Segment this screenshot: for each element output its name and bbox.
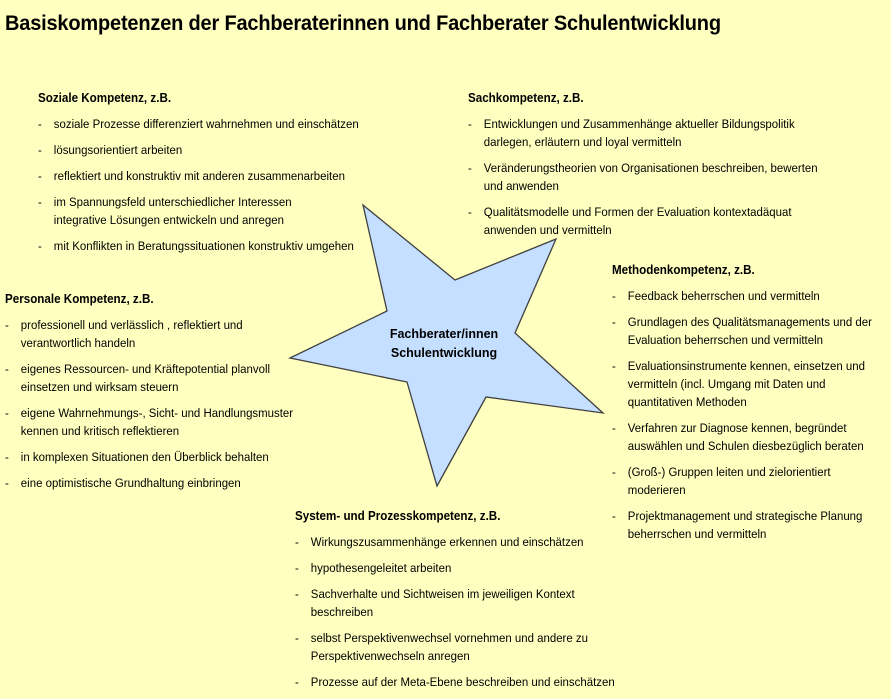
list-item: - mit Konflikten in Beratungssituationen konstruktiv umgehen (38, 237, 396, 255)
section-system-prozesskompetenz (295, 508, 644, 699)
list-item: - Verfahren zur Diagnose kennen, begründet auswählen und Schulen diesbezüglich beraten (612, 419, 891, 455)
item-list (295, 533, 644, 691)
center-label-line1: Fachberater/innen (389, 327, 499, 341)
list-item: - hypothesengeleitet arbeiten (295, 559, 644, 577)
item-list (612, 287, 891, 543)
list-item: - lösungsorientiert arbeiten (38, 141, 396, 159)
page-title: Basiskompetenzen der Fachberaterinnen und Fachberater Schulentwicklung (5, 11, 721, 35)
list-item: - Projektmanagement und strategische Planung beherrschen und vermitteln (612, 507, 891, 543)
list-item: - Entwicklungen und Zusammenhänge aktueller Bildungspolitik darlegen, erläutern und loyal vermitteln (468, 115, 795, 151)
list-item: - Qualitätsmodelle und Formen der Evaluation kontextadäquat anwenden und vermitteln (468, 203, 795, 239)
section-heading: Methodenkompetenz, z.B. (612, 263, 755, 277)
list-item: - eine optimistische Grundhaltung einbringen (5, 474, 317, 492)
center-label (370, 325, 518, 363)
list-item: - in komplexen Situationen den Überblick behalten (5, 448, 317, 466)
list-item: - im Spannungsfeld unterschiedlicher Interessen integrative Lösungen entwickeln und anregen (38, 193, 333, 229)
section-sachkompetenz (468, 90, 835, 247)
list-item: - eigene Wahrnehmungs-, Sicht- und Handlungsmuster kennen und kritisch reflektieren (5, 404, 318, 440)
list-item: - professionell und verlässlich , reflektiert und verantwortlich handeln (5, 316, 258, 352)
list-item: - reflektiert und konstruktiv mit anderen zusammenarbeiten (38, 167, 396, 185)
item-list (38, 115, 396, 255)
section-heading: System- und Prozesskompetenz, z.B. (295, 509, 501, 523)
section-soziale-kompetenz (38, 90, 396, 263)
list-item: - Feedback beherrschen und vermitteln (612, 287, 891, 305)
section-heading: Soziale Kompetenz, z.B. (38, 91, 172, 105)
list-item: - (Groß-) Gruppen leiten und zielorientiert moderieren (612, 463, 856, 499)
list-item: - selbst Perspektivenwechsel vornehmen und andere zu Perspektivenwechseln anregen (295, 629, 618, 665)
list-item: - Grundlagen des Qualitätsmanagements und der Evaluation beherrschen und vermitteln (612, 313, 891, 349)
list-item: - Wirkungszusammenhänge erkennen und einschätzen (295, 533, 644, 551)
section-personale-kompetenz (5, 291, 317, 500)
list-item: - soziale Prozesse differenziert wahrnehmen und einschätzen (38, 115, 396, 133)
section-heading: Personale Kompetenz, z.B. (5, 292, 154, 306)
list-item: - eigenes Ressourcen- und Kräftepotential planvoll einsetzen und wirksam steuern (5, 360, 300, 396)
list-item: - Veränderungstheorien von Organisationen beschreiben, bewerten und anwenden (468, 159, 819, 195)
item-list (468, 115, 835, 239)
section-heading: Sachkompetenz, z.B. (468, 91, 584, 105)
list-item: - Evaluationsinstrumente kennen, einsetzen und vermitteln (incl. Umgang mit Daten und quantitativen Methoden (612, 357, 879, 411)
list-item: - Sachverhalte und Sichtweisen im jeweiligen Kontext beschreiben (295, 585, 594, 621)
section-methodenkompetenz (612, 262, 891, 551)
item-list (5, 316, 317, 492)
list-item: - Prozesse auf der Meta-Ebene beschreiben und einschätzen (295, 673, 644, 691)
center-label-line2: Schulentwicklung (390, 346, 498, 360)
